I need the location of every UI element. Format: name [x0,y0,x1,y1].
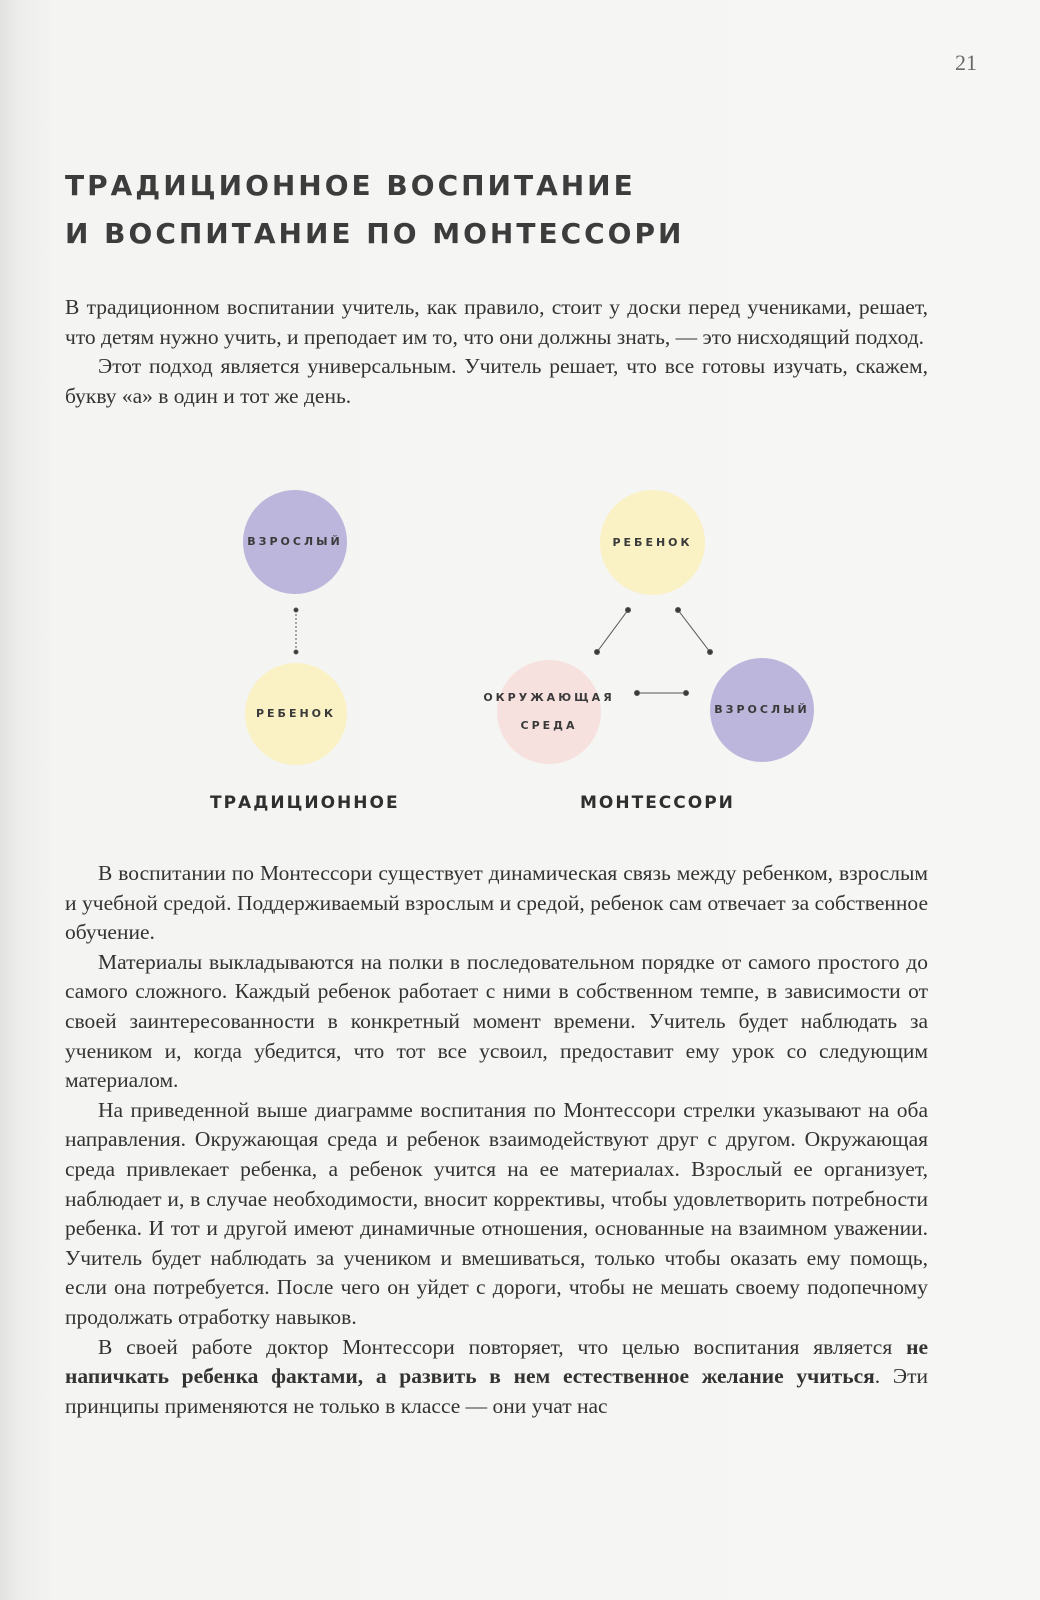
body-text [65,859,928,1421]
connector-dot [635,691,640,696]
paragraph: Этот подход является универсальным. Учитель решает, что все готовы изучать, скажем, букву «а» в один и тот же день. [65,354,928,408]
paragraph: В воспитании по Монтессори существует динамическая связь между ребенком, взрослым и учебной средой. Поддерживаемый взрослым и средой, ребенок сам отвечает за собственное обучение. [65,861,928,945]
montessori-caption: МОНТЕССОРИ [580,793,735,813]
connector-dot [626,608,631,613]
education-models-diagram [0,480,1040,840]
paragraph [65,1333,928,1422]
connector-dot [684,691,689,696]
child-environment-connector [597,610,628,652]
traditional-caption: ТРАДИЦИОННОЕ [210,793,400,813]
connector-dot [294,650,298,654]
paragraph: На приведенной выше диаграмме воспитания по Монтессори стрелки указывают на оба направления. Окружающая среда и ребенок взаимодействуют друг с другом. Окружающая среда привлекает ребенка, а ребенок учится на ее материалах. Взрослый ее организует, наблюдает и, в случае необходимости, вносит коррективы, чтобы удовлетворить потребности ребенка. И тот и другой имеют динамичные отношения, основанные на взаимном уважении. Учитель будет наблюдать за учеником и вмешиваться, только чтобы оказать ему помощь, если она потребуется. После чего он уйдет с дороги, чтобы не мешать своему подопечному продолжать отработку навыков. [65,1097,928,1329]
montessori-adult-node [710,658,814,762]
node-label: РЕБЕНОК [612,535,693,549]
connector-dot [708,650,713,655]
connector-dot [595,650,600,655]
paragraph-text: В своей работе доктор Монтессори повторяет, что целью воспитания является [98,1334,907,1359]
traditional-child-node [245,663,347,765]
paragraph-text: . Эти принципы применяются не только в классе — они учат нас [65,1364,928,1418]
section-heading-line-2: И ВОСПИТАНИЕ ПО МОНТЕССОРИ [65,217,685,250]
diagram-connectors [0,480,1040,840]
montessori-child-node [600,490,705,595]
emphasis-text: не напичкать ребенка фактами, а развить в нем естественное желание учиться [65,1334,928,1389]
traditional-adult-node [243,490,347,594]
page-number: 21 [955,50,977,75]
section-heading [65,162,684,258]
paragraph: В традиционном воспитании учитель, как правило, стоит у доски перед учениками, решает, что детям нужно учить, и преподает им то, что они должны знать, — это нисходящий подход. [65,295,928,349]
node-label: РЕБЕНОК [255,707,337,720]
intro-text [65,293,928,411]
child-adult-connector [678,610,710,652]
node-label: ОКРУЖАЮЩАЯ СРЕДА [483,691,615,732]
connector-dot [294,608,298,612]
montessori-environment-node [483,660,615,764]
node-label: ВЗРОСЛЫЙ [247,535,343,548]
connector-dot [676,608,681,613]
section-heading-line-1: ТРАДИЦИОННОЕ ВОСПИТАНИЕ [65,169,636,202]
node-label: ВЗРОСЛЫЙ [714,703,810,716]
paragraph: Материалы выкладываются на полки в последовательном порядке от самого простого до самого сложного. Каждый ребенок работает с ними в собственном темпе, в зависимости от своей заинтересованности в конкретный момент времени. Учитель будет наблюдать за учеником и, когда убедится, что тот все усвоил, предоставит ему урок со следующим материалом. [65,949,928,1093]
